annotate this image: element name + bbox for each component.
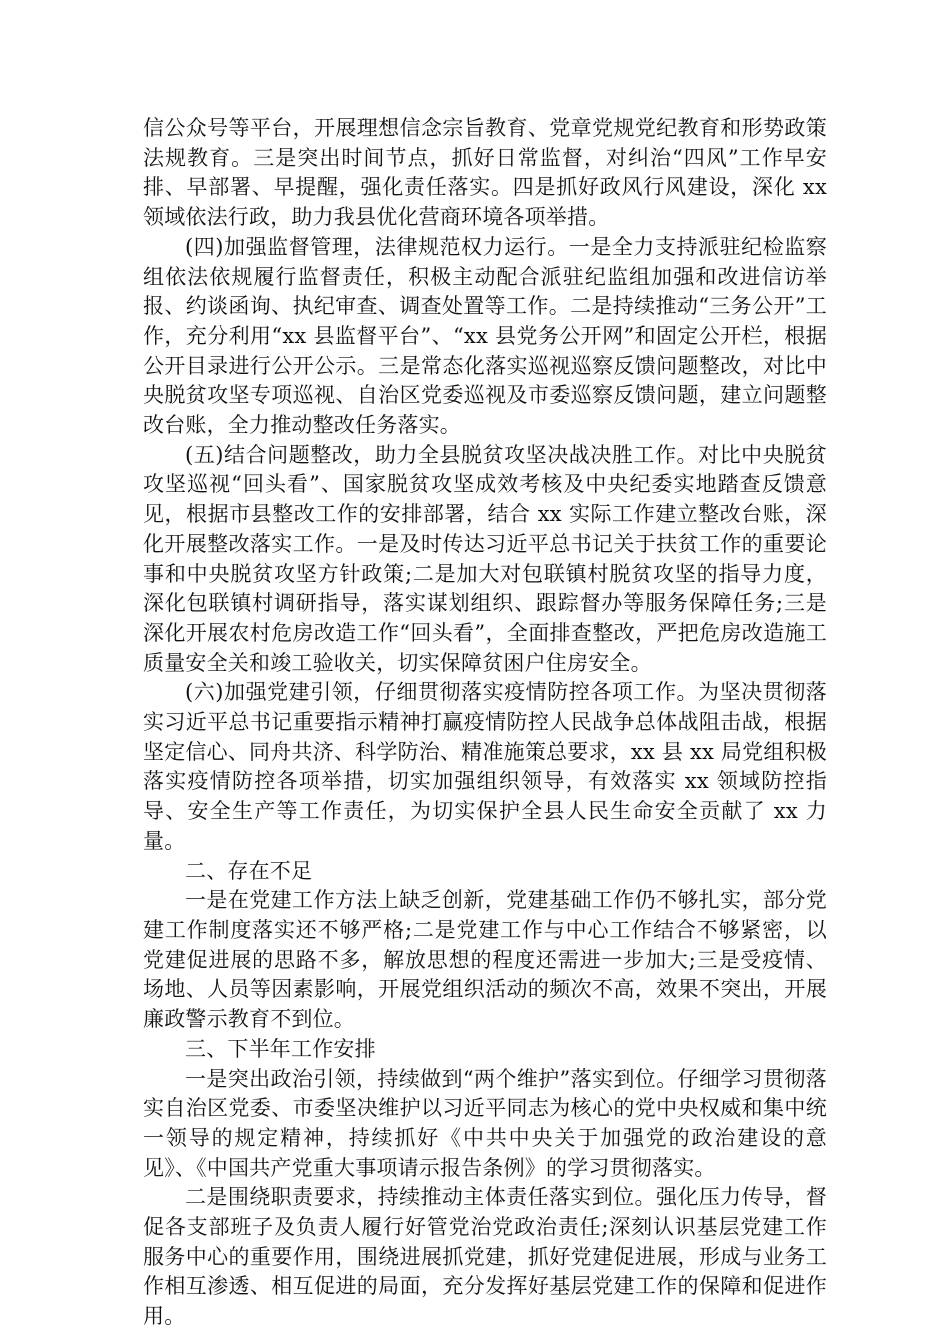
paragraph-continuation: 信公众号等平台，开展理想信念宗旨教育、党章党规党纪教育和形势政策法规教育。三是突出时间节点，抓好日常监督，对纠治“四风”工作早安排、早部署、早提醒，强化责任落实。四是抓好政风行风建设，深化 xx 领域依法行政，助力我县优化营商环境各项举措。 [143, 116, 827, 230]
paragraph-plan-2: 二是围绕职责要求，持续推动主体责任落实到位。强化压力传导，督促各支部班子及负责人履行好管党治党政治责任;深刻认识基层党建工作服务中心的重要作用，围绕进展抓党建，抓好党建促进展，形成与业务工作相互渗透、相互促进的局面，充分发挥好基层党建工作的保障和促进作用。 [143, 1185, 827, 1329]
paragraph-section-4: (四)加强监督管理，法律规范权力运行。一是全力支持派驻纪检监察组依法依规履行监督责任，积极主动配合派驻纪监组加强和改进信访举报、约谈函询、执纪审查、调查处置等工作。二是持续推动“三务公开”工作，充分利用“xx 县监督平台”、“xx 县党务公开网”和固定公开栏，根据公开目录进行公开公示。三是常态化落实巡视巡察反馈问题整改，对比中央脱贫攻坚专项巡视、自治区党委巡视及市委巡察反馈问题，建立问题整改台账，全力推动整改任务落实。 [143, 234, 827, 438]
paragraph-section-6: (六)加强党建引领，仔细贯彻落实疫情防控各项工作。为坚决贯彻落实习近平总书记重要指示精神打赢疫情防控人民战争总体战阻击战，根据坚定信心、同舟共济、科学防治、精准施策总要求，xx 县 xx 局党组积极落实疫情防控各项举措，切实加强组织领导，有效落实 xx 领域防控指导、安全生产等工作责任，为切实保护全县人民生命安全贡献了 xx 力量。 [143, 680, 827, 853]
heading-next-half-plan: 三、下半年工作安排 [185, 1036, 376, 1061]
paragraph-plan-1: 一是突出政治引领，持续做到“两个维护”落实到位。仔细学习贯彻落实自治区党委、市委坚决维护以习近平同志为核心的党中央权威和集中统一领导的规定精神，持续抓好《中共中央关于加强党的政治建设的意见》、《中国共产党重大事项请示报告条例》的学习贯彻落实。 [143, 1066, 827, 1180]
paragraph-section-5: (五)结合问题整改，助力全县脱贫攻坚决战决胜工作。对比中央脱贫攻坚巡视“回头看”、国家脱贫攻坚成效考核及中央纪委实地踏查反馈意见，根据市县整改工作的安排部署，结合 xx 实际工作建立整改台账，深化开展整改落实工作。一是及时传达习近平总书记关于扶贫工作的重要论事和中央脱贫攻坚方针政策;二是加大对包联镇村脱贫攻坚的指导力度，深化包联镇村调研指导，落实谋划组织、跟踪督办等服务保障任务;三是深化开展农村危房改造工作“回头看”，全面排查整改，严把危房改造施工质量安全关和竣工验收关，切实保障贫困户住房安全。 [143, 442, 827, 675]
heading-shortcomings: 二、存在不足 [185, 858, 313, 883]
paragraph-shortcomings: 一是在党建工作方法上缺乏创新，党建基础工作仍不够扎实，部分党建工作制度落实还不够严格;二是党建工作与中心工作结合不够紧密，以党建促进展的思路不多，解放思想的程度还需进一步加大;三是受疫情、场地、人员等因素影响，开展党组织活动的频次不高，效果不突出，开展廉政警示教育不到位。 [143, 888, 827, 1032]
document-page [143, 114, 827, 1332]
